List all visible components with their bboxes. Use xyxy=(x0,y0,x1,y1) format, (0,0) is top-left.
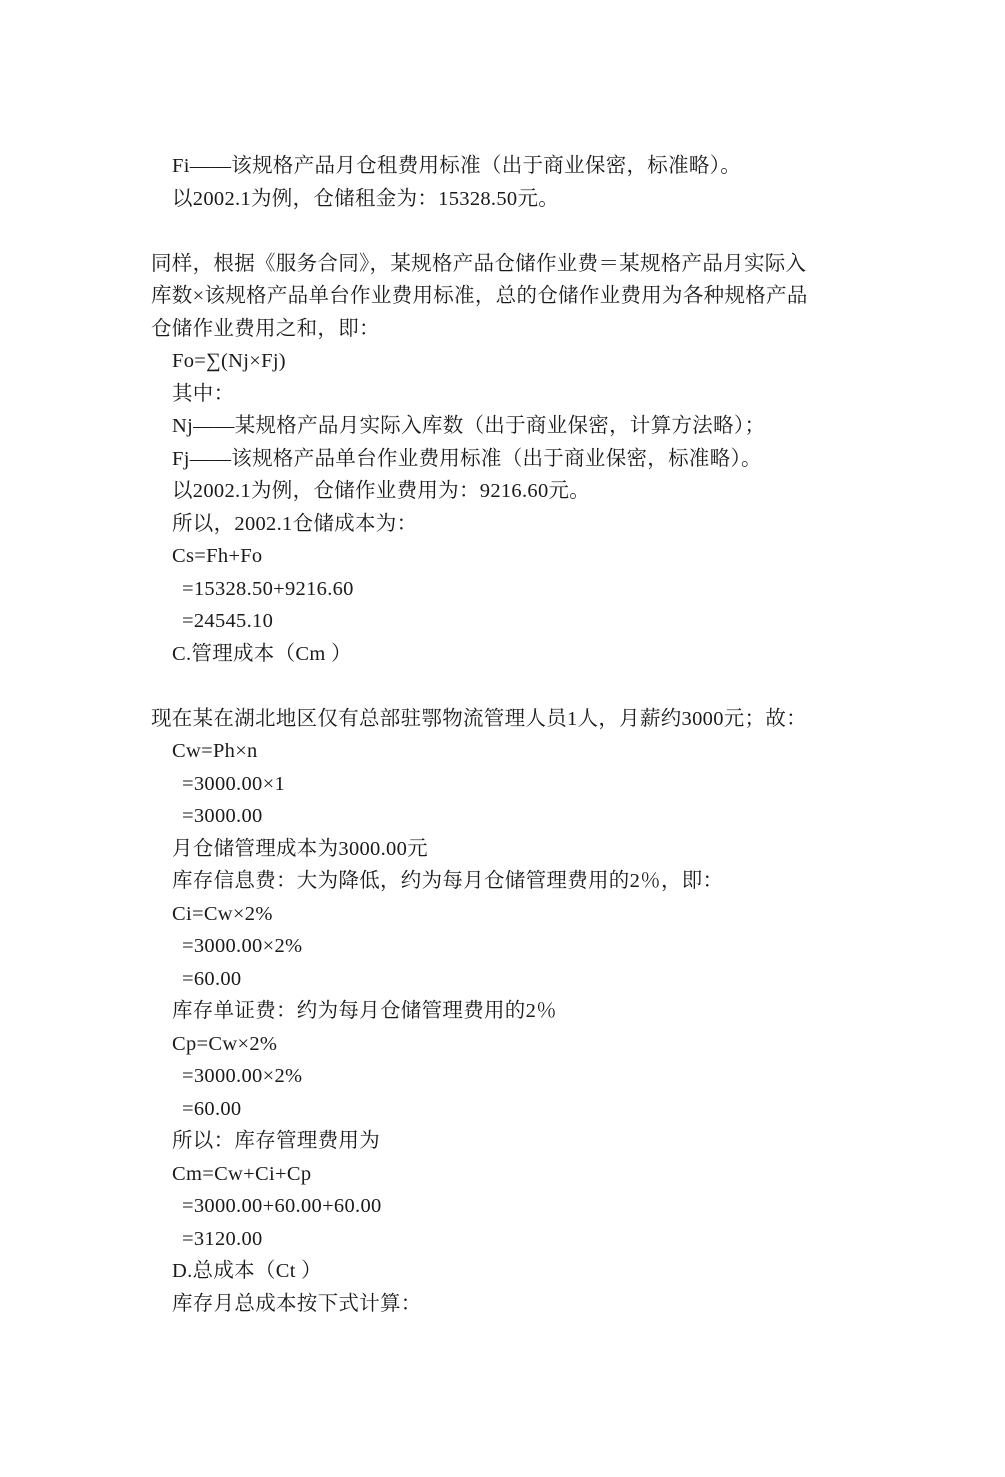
formula-line: Cm=Cw+Ci+Cp xyxy=(172,1163,312,1185)
section-heading: D.总成本（Ct ） xyxy=(172,1260,322,1282)
formula-line: =60.00 xyxy=(182,1098,242,1120)
formula-line: =3000.00×1 xyxy=(182,773,285,795)
text-line: 所以，2002.1仓储成本为： xyxy=(172,513,418,535)
formula-line: Cs=Fh+Fo xyxy=(172,545,263,567)
text-line: Nj——某规格产品月实际入库数（出于商业保密，计算方法略）； xyxy=(172,415,766,437)
formula-line: =60.00 xyxy=(182,968,242,990)
section-heading: C.管理成本（Cm ） xyxy=(172,643,352,665)
paragraph-line: 库数×该规格产品单台作业费用标准，总的仓储作业费用为各种规格产品 xyxy=(151,285,808,307)
paragraph-line: 仓储作业费用之和，即： xyxy=(151,318,380,340)
paragraph-line: 现在某在湖北地区仅有总部驻鄂物流管理人员1人，月薪约3000元；故： xyxy=(151,708,807,730)
formula-line: =3000.00×2% xyxy=(182,935,303,957)
text-line: 其中： xyxy=(172,383,235,405)
formula-line: =15328.50+9216.60 xyxy=(182,578,354,600)
text-line: 月仓储管理成本为3000.00元 xyxy=(172,838,428,860)
text-line: Fj——该规格产品单台作业费用标准（出于商业保密，标准略）。 xyxy=(172,448,762,470)
text-line: Fi——该规格产品月仓租费用标准（出于商业保密，标准略）。 xyxy=(172,155,742,177)
formula-line: =3120.00 xyxy=(182,1228,263,1250)
formula-line: =3000.00 xyxy=(182,805,263,827)
text-line: 库存月总成本按下式计算： xyxy=(172,1293,422,1315)
formula-line: =3000.00+60.00+60.00 xyxy=(182,1195,382,1217)
text-line: 库存信息费：大为降低，约为每月仓储管理费用的2％，即： xyxy=(172,870,724,892)
text-line: 库存单证费：约为每月仓储管理费用的2％ xyxy=(172,1000,557,1022)
formula-line: Cp=Cw×2% xyxy=(172,1033,278,1055)
text-line: 以2002.1为例，仓储租金为：15328.50元。 xyxy=(172,188,560,210)
formula-line: Cw=Ph×n xyxy=(172,740,258,762)
formula-line: =3000.00×2% xyxy=(182,1065,303,1087)
text-line: 所以：库存管理费用为 xyxy=(172,1130,380,1152)
formula-line: Fo=∑(Nj×Fj) xyxy=(172,350,286,372)
text-line: 以2002.1为例，仓储作业费用为：9216.60元。 xyxy=(172,480,591,502)
paragraph-line: 同样，根据《服务合同》，某规格产品仓储作业费＝某规格产品月实际入 xyxy=(151,253,807,275)
formula-line: =24545.10 xyxy=(182,610,274,632)
formula-line: Ci=Cw×2% xyxy=(172,903,273,925)
